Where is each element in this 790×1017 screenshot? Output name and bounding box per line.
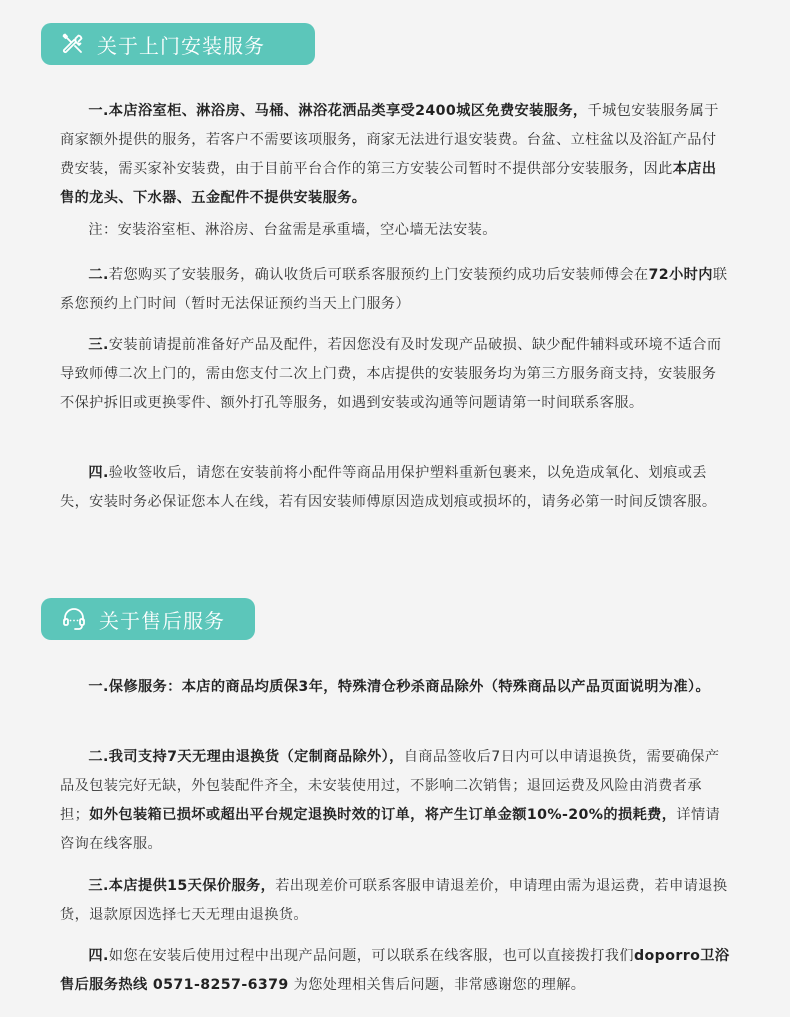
section-header-install [41,23,315,65]
install-item-2: 二.若您购买了安装服务，确认收货后可联系客服预约上门安装预约成功后安装师傅会在72小时内联系您预约上门时间（暂时无法保证预约当天上门服务） [60,267,728,312]
install-item-4: 四.验收签收后，请您在安装前将小配件等商品用保护塑料重新包裹来，以免造成氧化、划痕或丢失，安装时务必保证您本人在线，若有因安装师傅原因造成划痕或损坏的，请务必第一时间反馈客服。 [60,465,717,510]
aftersale-item-1: 一.保修服务：本店的商品均质保3年，特殊清仓秒杀商品除外（特殊商品以产品页面说明为准）。 [88,679,711,695]
section-header-aftersale [41,598,255,640]
install-note: 注：安装浴室柜、淋浴房、台盆需是承重墙，空心墙无法安装。 [88,222,497,238]
install-item-3: 三.安装前请提前准备好产品及配件，若因您没有及时发现产品破损、缺少配件辅料或环境不适合而导致师傅二次上门的，需由您支付二次上门费，本店提供的安装服务均为第三方服务商支持，安装服务不保护拆旧或更换零件、额外打孔等服务，如遇到安装或沟通等问题请第一时间联系客服。 [60,337,722,411]
aftersale-item-3: 三.本店提供15天保价服务，若出现差价可联系客服申请退差价，申请理由需为退运费，若申请退换货，退款原因选择七天无理由退换货。 [60,878,728,923]
headset-icon [61,606,87,632]
section-title-install: 关于上门安装服务 [97,33,265,58]
tools-icon [61,32,85,56]
aftersale-item-4: 四.如您在安装后使用过程中出现产品问题，可以联系在线客服，也可以直接拨打我们doporro卫浴售后服务热线 0571-8257-6379 为您处理相关售后问题，非常感谢您的理解。 [60,948,730,993]
install-item-1: 一.本店浴室柜、淋浴房、马桶、淋浴花洒品类享受2400城区免费安装服务，千城包安装服务属于商家额外提供的服务，若客户不需要该项服务，商家无法进行退安装费。台盆、立柱盆以及浴缸产品付费安装，需买家补安装费，由于目前平台合作的第三方安装公司暂时不提供部分安装服务，因此本店出售的龙头、下水器、五金配件不提供安装服务。 [60,103,719,206]
section-title-aftersale: 关于售后服务 [99,608,225,633]
aftersale-item-2: 二.我司支持7天无理由退换货（定制商品除外），自商品签收后7日内可以申请退换货，需要确保产品及包装完好无缺，外包装配件齐全，未安装使用过，不影响二次销售；退回运费及风险由消费者承担；如外包装箱已损坏或超出平台规定退换时效的订单，将产生订单金额10%-20%的损耗费，详情请咨询在线客服。 [60,749,721,852]
